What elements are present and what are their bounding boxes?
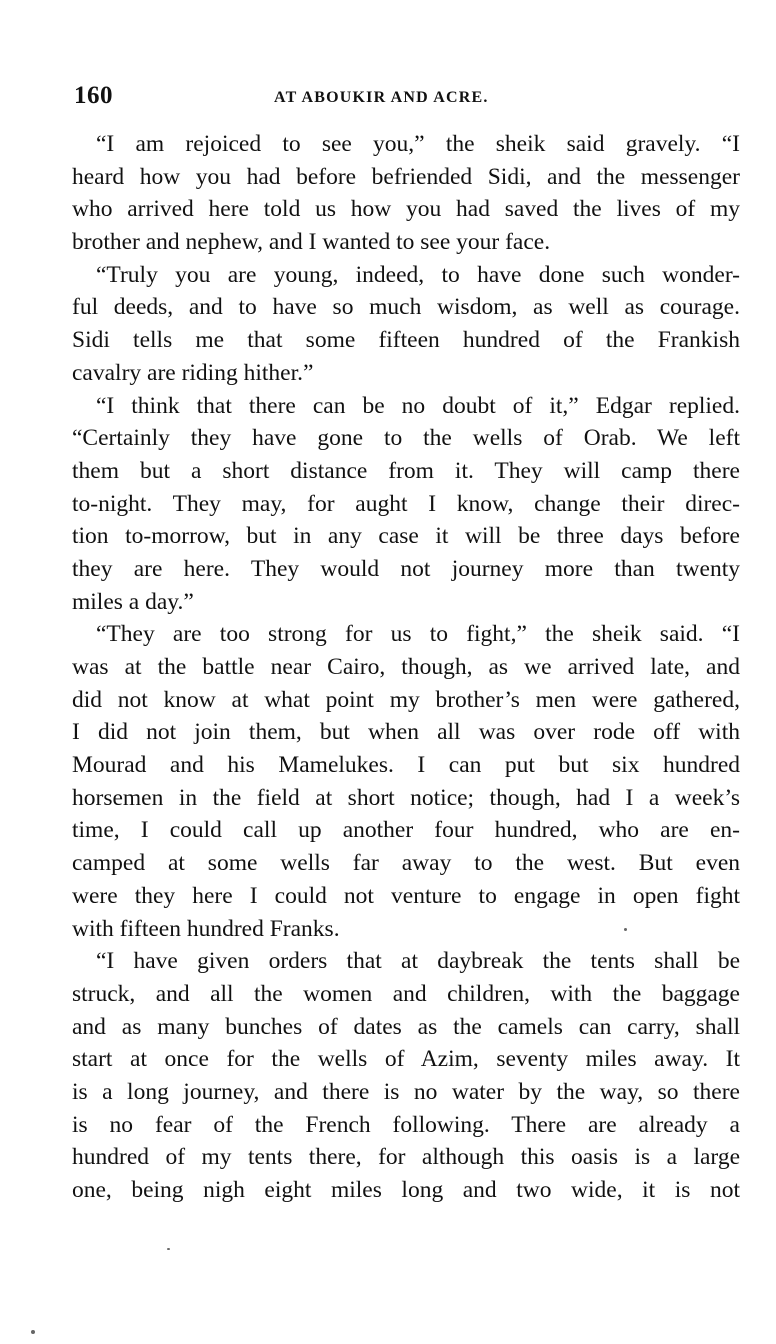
text-line: they are here. They would not journey more than twenty xyxy=(72,555,740,582)
text-line: with fifteen hundred Franks. xyxy=(72,915,340,942)
text-line: start at once for the wells of Azim, seventy miles away. It xyxy=(72,1046,740,1073)
text-line: brother and nephew, and I wanted to see your face. xyxy=(72,229,551,256)
text-line: cavalry are riding hither.” xyxy=(72,359,314,386)
page-header xyxy=(74,82,740,114)
running-title: AT ABOUKIR AND ACRE. xyxy=(274,89,489,106)
text-line: who arrived here told us how you had saved the lives of my xyxy=(72,196,740,223)
text-line: I did not join them, but when all was over rode off with xyxy=(72,719,740,746)
print-speck xyxy=(31,1330,35,1334)
print-speck xyxy=(624,928,627,931)
text-line: “I think that there can be no doubt of it,” Edgar replied. xyxy=(96,392,740,419)
text-line: ful deeds, and to have so much wisdom, as well as courage. xyxy=(72,294,740,321)
text-line: and as many bunches of dates as the camels can carry, shall xyxy=(72,1013,740,1040)
text-line: “Certainly they have gone to the wells of Orab. We left xyxy=(72,425,740,452)
text-line: Sidi tells me that some fifteen hundred of the Frankish xyxy=(72,327,740,354)
text-line: “They are too strong for us to fight,” the sheik said. “I xyxy=(96,621,740,648)
text-line: tion to-morrow, but in any case it will be three days before xyxy=(72,523,740,550)
text-line: was at the battle near Cairo, though, as we arrived late, and xyxy=(72,654,740,680)
text-line: miles a day.” xyxy=(72,588,194,615)
text-line: them but a short distance from it. They will camp there xyxy=(72,457,740,484)
text-line: did not know at what point my brother’s men were gathered, xyxy=(72,686,740,713)
text-line: horsemen in the field at short notice; though, had I a week’s xyxy=(72,784,740,811)
text-line: were they here I could not venture to engage in open fight xyxy=(72,882,740,909)
text-line: time, I could call up another four hundred, who are en- xyxy=(72,817,740,844)
text-line: is no fear of the French following. There are already a xyxy=(72,1111,740,1138)
text-line: hundred of my tents there, for although this oasis is a large xyxy=(72,1144,740,1171)
text-line: camped at some wells far away to the west. But even xyxy=(72,850,740,877)
text-line: is a long journey, and there is no water by the way, so there xyxy=(72,1078,740,1105)
text-line: “Truly you are young, indeed, to have done such wonder- xyxy=(96,261,740,288)
text-line: “I am rejoiced to see you,” the sheik said gravely. “I xyxy=(96,131,740,157)
text-line: Mourad and his Mamelukes. I can put but six hundred xyxy=(72,752,740,779)
print-speck xyxy=(167,1248,170,1250)
body-text xyxy=(72,128,740,1207)
text-line: one, being nigh eight miles long and two wide, it is not xyxy=(72,1177,740,1203)
text-line: heard how you had before befriended Sidi, and the messenger xyxy=(72,163,740,190)
text-line: “I have given orders that at daybreak the tents shall be xyxy=(96,948,740,975)
page-number: 160 xyxy=(74,82,113,109)
text-line: struck, and all the women and children, with the baggage xyxy=(72,980,740,1007)
text-line: to-night. They may, for aught I know, change their direc- xyxy=(72,490,740,517)
